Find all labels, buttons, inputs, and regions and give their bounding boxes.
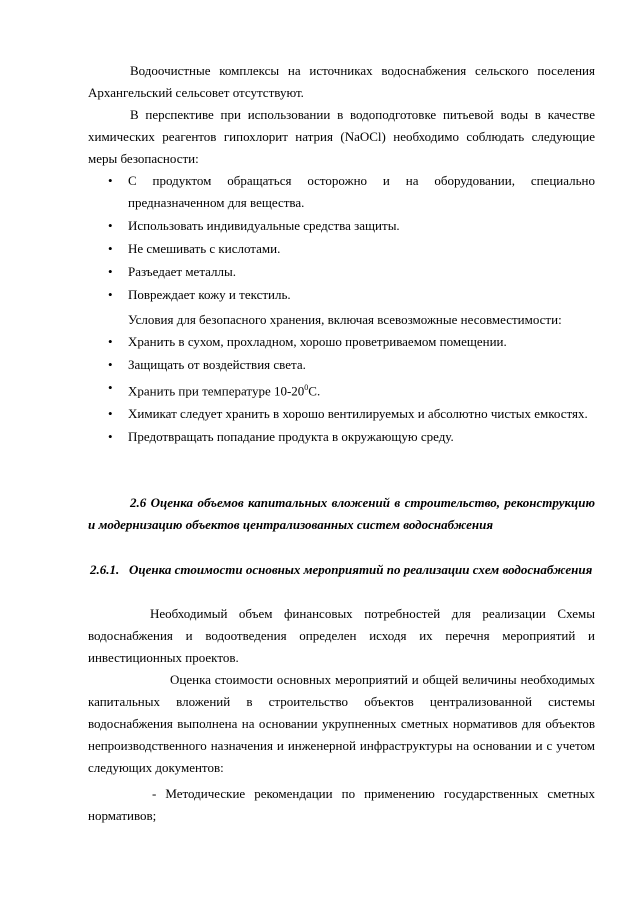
bullet-icon: • xyxy=(108,241,113,256)
paragraph-safety-measures: В перспективе при использовании в водоподготовке питьевой воды в качестве химических реагентов гипохлорит натрия (NaOCl) необходимо соблюдать следующие меры безопасности: xyxy=(88,107,595,166)
list-item: • Химикат следует хранить в хорошо вентилируемых и абсолютно чистых емкостях. xyxy=(88,403,595,425)
list-item: • Защищать от воздействия света. xyxy=(88,354,595,376)
list-item: • Предотвращать попадание продукта в окружающую среду. xyxy=(88,426,595,448)
temp-superscript: 0 xyxy=(304,383,309,392)
storage-bullet-list xyxy=(88,331,595,449)
bullet-icon: • xyxy=(108,380,113,395)
bullet-icon: • xyxy=(108,357,113,372)
safety-bullet-list xyxy=(88,170,595,307)
paragraph-cost-estimate: Оценка стоимости основных мероприятий и общей величины необходимых капитальных вложений в строительство объектов централизованной системы водоснабжения выполнена на основании укрупненных сметных нормативов для объектов непроизводственного назначения и инженерной инфраструктуры на основании и с учетом следующих документов: xyxy=(88,672,595,775)
bullet-icon: • xyxy=(108,218,113,233)
list-item: • С продуктом обращаться осторожно и на оборудовании, специально предназначенном для вещества. xyxy=(88,170,595,214)
heading-number: 2.6.1. xyxy=(90,562,120,577)
bullet-icon: • xyxy=(108,264,113,279)
bullet-icon: • xyxy=(108,334,113,349)
bullet-icon: • xyxy=(108,429,113,445)
paragraph-methodical-recommendations: - Методические рекомендации по применению государственных сметных нормативов; xyxy=(88,786,595,823)
bullet-icon: • xyxy=(108,287,113,302)
list-item: • Хранить при температуре $10-20^0С$. xyxy=(88,377,595,402)
section-heading-2-6: 2.6 Оценка объемов капитальных вложений в строительство, реконструкцию и модернизацию объектов централизованных систем водоснабжения xyxy=(88,495,595,532)
section-heading-2-6-1 xyxy=(90,559,597,581)
list-item: • Разъедает металлы. xyxy=(88,261,595,283)
bullet-icon: • xyxy=(108,406,113,422)
bullet-icon: • xyxy=(108,173,113,188)
paragraph-financial-needs: Необходимый объем финансовых потребностей для реализации Схемы водоснабжения и водоотведения определен исходя их перечня мероприятий и инвестиционных проектов. xyxy=(88,606,595,665)
list-item: • Хранить в сухом, прохладном, хорошо проветриваемом помещении. xyxy=(88,331,595,353)
list-item: • Не смешивать с кислотами. xyxy=(88,238,595,260)
paragraph-water-treatment: Водоочистные комплексы на источниках водоснабжения сельского поселения Архангельский сельсовет отсутствуют. xyxy=(88,63,595,100)
list-item: • Использовать индивидуальные средства защиты. xyxy=(88,215,595,237)
list-item: • Повреждает кожу и текстиль. xyxy=(88,284,595,306)
heading-text: Оценка стоимости основных мероприятий по реализации схем водоснабжения xyxy=(129,562,593,577)
storage-intro: Условия для безопасного хранения, включая всевозможные несовместимости: xyxy=(128,312,562,327)
